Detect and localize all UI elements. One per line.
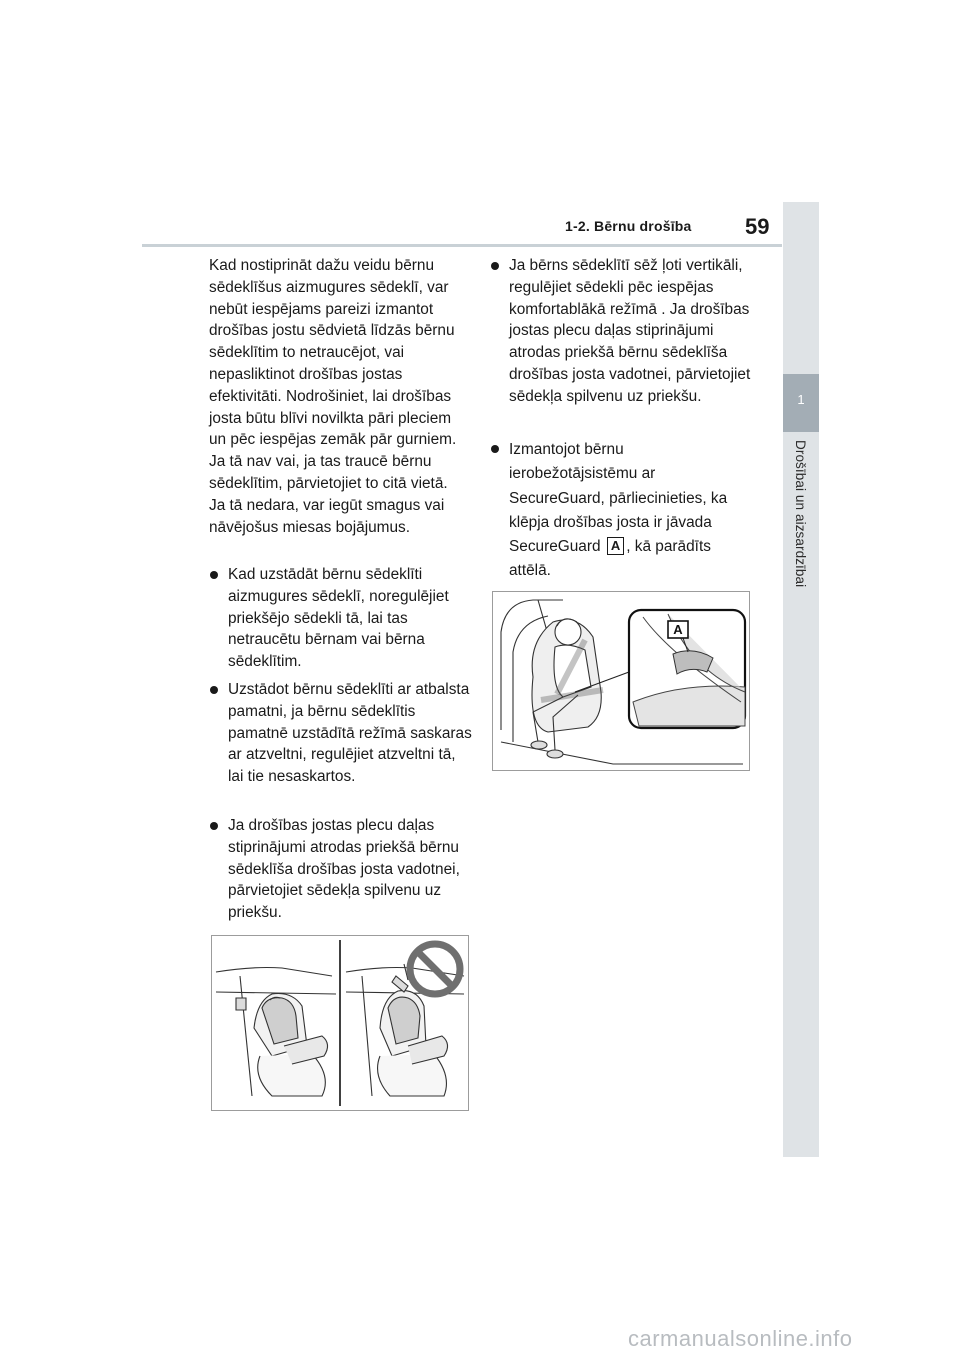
- seat-contact-figure: [211, 935, 469, 1111]
- section-title: 1-2. Bērnu drošība: [565, 218, 692, 234]
- inset-callout-letter: A: [673, 622, 683, 637]
- bullet-icon: [491, 445, 499, 453]
- header-rule: [142, 244, 782, 247]
- seat-contact-illustration: [212, 936, 468, 1110]
- list-item-text: Kad uzstādāt bērnu sēdeklīti aizmugures sēdeklī, noregulējiet priekšējo sēdekli tā, lai tas netraucētu bērnam vai bērna sēdeklītim.: [228, 566, 449, 671]
- secureguard-figure: [492, 591, 750, 771]
- secureguard-illustration: [493, 592, 749, 770]
- list-item-text: Ja bērns sēdeklītī sēž ļoti vertikāli, regulējiet sēdekli pēc iespējas komfortablākā režīmā . Ja drošības jostas plecu daļas stiprinājumi atrodas priekšā bērnu sēdeklīša drošības josta vadotnei, pārvietojiet sēdekļa spilvenu uz priekšu.: [509, 257, 751, 405]
- chapter-side-tab: [783, 202, 819, 1157]
- bullet-icon: [491, 262, 499, 270]
- callout-label-a: A: [607, 537, 624, 555]
- list-item-text: Ja drošības jostas plecu daļas stiprinājumi atrodas priekšā bērnu sēdeklīša drošības josta vadotnei, pārvietojiet sēdekļa spilvenu uz priekšu.: [228, 817, 460, 922]
- watermark-text: carmanualsonline.info: [628, 1326, 853, 1351]
- list-item-text: Uzstādot bērnu sēdeklīti ar atbalsta pamatni, ja bērnu sēdeklītis pamatnē uzstādītā režīmā saskaras ar atzveltni, regulējiet atzveltni tā, lai tie nesaskartos.: [228, 681, 472, 786]
- bullet-icon: [210, 686, 218, 694]
- bullet-icon: [210, 822, 218, 830]
- intro-paragraph: Kad nostiprināt dažu veidu bērnu sēdeklīšus aizmugures sēdeklī, var nebūt iespējams pareizi izmantot drošības jostu sēdvietā līdzās bērnu sēdeklītim to netraucējot, vai nepasliktinot drošības jostas efektivitāti. Nodrošiniet, lai drošības josta būtu blīvi novilkta pāri pleciem un pēc iespējas zemāk pār gurniem. Ja tā nav vai, ja tas traucē bērnu sēdeklītim, pārvietojiet to citā vietā. Ja tā nedara, var iegūt smagus vai nāvējošus miesas bojājumus.: [209, 257, 457, 536]
- secureguard-text-before: Izmantojot bērnu ierobežotājsistēmu ar SecureGuard, pārliecinieties, ka klēpja drošības josta ir jāvada SecureGuard: [509, 441, 728, 556]
- chapter-number: 1: [797, 392, 805, 407]
- list-item-text: [509, 438, 754, 584]
- page-number: 59: [745, 214, 770, 239]
- secureguard-text-after: , kā parādīts attēlā.: [509, 538, 711, 580]
- bullet-icon: [210, 571, 218, 579]
- chapter-label: Drošībai un aizsardzībai: [793, 440, 808, 588]
